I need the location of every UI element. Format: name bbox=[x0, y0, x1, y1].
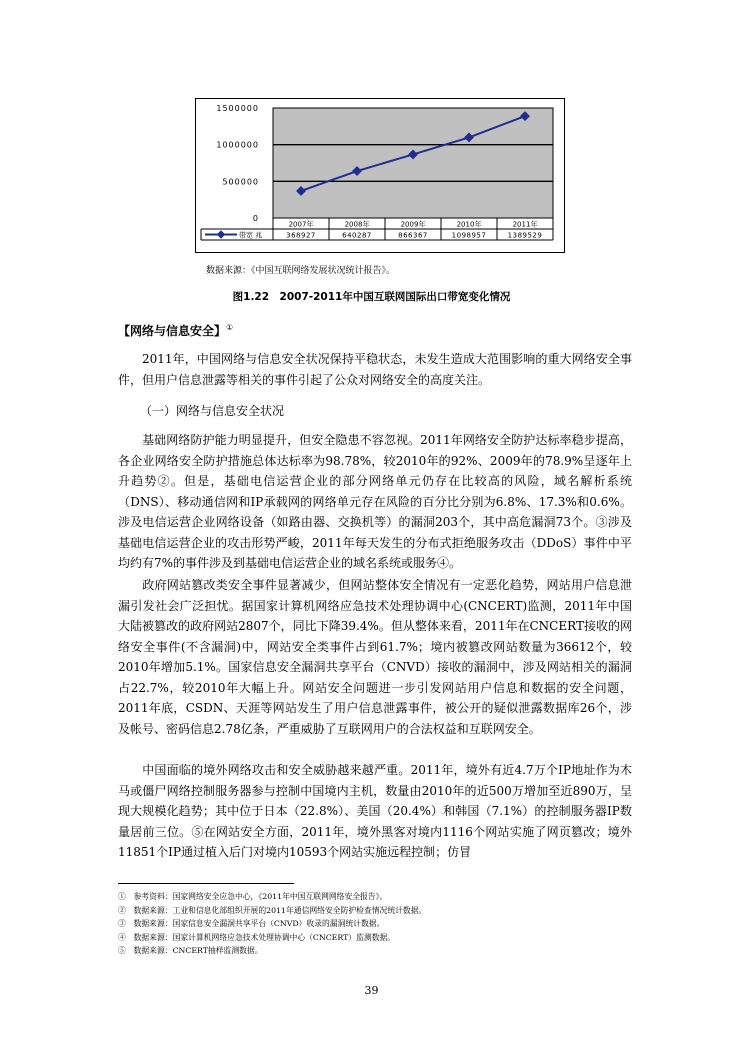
data-label: 866367 bbox=[398, 231, 428, 240]
footnote-item: ② 数据来源：工业和信息化部组织开展的2011年通信网络安全防护检查情况统计数据。 bbox=[118, 905, 427, 915]
section-footnote-ref: ① bbox=[226, 323, 234, 332]
chart-source: 数据来源：《中国互联网络发展状况统计报告》。 bbox=[206, 266, 396, 276]
data-label: 1098957 bbox=[451, 231, 487, 240]
paragraph-intro bbox=[118, 349, 632, 390]
x-tick-label: 2009年 bbox=[400, 220, 426, 229]
y-tick-label: 500000 bbox=[222, 177, 259, 187]
y-tick-label: 0 bbox=[252, 214, 259, 223]
paragraph-text: 政府网站篡改类安全事件显著减少，但网站整体安全情况有一定恶化趋势，网站用户信息泄漏引发社会广泛担忧。据国家计算机网络应急技术处理协调中心(CNCERT)监测，2011年中国大陆被篡改的政府网站2807个，同比下降39.4%。但从整体来看，2011年在CNCERT接收的网络安全事件(不含漏洞)中，网站安全类事件占到61.7%；境内被篡改网站数量为36612个，较2010年增加5.1%。国家信息安全漏洞共享平台（CNVD）接收的漏洞中，涉及网站相关的漏洞占22.7%，较2010年大幅上升。网站安全问题进一步引发网站用户信息和数据的安全问题，2011年底，CSDN、天涯等网站发生了用户信息泄露事件，被公开的疑似泄露数据库26个，涉及帐号、密码信息2.78亿条，严重威胁了互联网用户的合法权益和互联网安全。 bbox=[118, 578, 632, 736]
x-tick-label: 2007年 bbox=[288, 220, 314, 229]
paragraph-foreign-attacks bbox=[118, 760, 632, 863]
footnotes bbox=[118, 890, 426, 958]
data-label: 1389529 bbox=[507, 231, 543, 240]
legend-label: 带宽 兆 bbox=[239, 231, 263, 240]
section-title-text: 【网络与信息安全】 bbox=[118, 324, 227, 338]
paragraph-text: 2011年，中国网络与信息安全状况保持平稳状态，未发生造成大范围影响的重大网络安全事件，但用户信息泄露等相关的事件引起了公众对网络安全的高度关注。 bbox=[118, 352, 632, 387]
page-number: 39 bbox=[364, 984, 379, 997]
x-tick-label: 2011年 bbox=[512, 220, 538, 229]
footnote-item: ① 参考资料：国家网络安全应急中心，《2011年中国互联网网络安全报告》。 bbox=[118, 892, 388, 901]
footnote-divider bbox=[118, 883, 294, 884]
paragraph-text: 基础网络防护能力明显提升，但安全隐患不容忽视。2011年网络安全防护达标率稳步提高，各企业网络安全防护措施总体达标率为98.78%，较2010年的92%、2009年的78.9%呈逐年上升趋势②。但是，基础电信运营企业的部分网络单元仍存在比较高的风险，域名解析系统（DNS）、移动通信网和IP承载网的网络单元存在风险的百分比分别为6.8%、17.3%和0.6%。涉及电信运营企业网络设备（如路由器、交换机等）的漏洞203个，其中高危漏洞73个。③涉及基础电信运营企业的攻击形势严峻，2011年每天发生的分布式拒绝服务攻击（DDoS）事件中平均约有7%的事件涉及到基础电信运营企业的域名系统或服务④。 bbox=[118, 433, 632, 570]
y-tick-label: 1500000 bbox=[216, 104, 259, 113]
data-label: 640287 bbox=[342, 231, 372, 240]
footnote-item: ④ 数据来源：国家计算机网络应急技术处理协调中心（CNCERT）监测数据。 bbox=[118, 932, 396, 942]
x-tick-label: 2008年 bbox=[344, 220, 370, 229]
footnote-item: ③ 数据来源：国家信息安全漏洞共享平台（CNVD）收录的漏洞统计数据。 bbox=[118, 919, 385, 929]
x-tick-label: 2010年 bbox=[456, 220, 482, 229]
chart-svg bbox=[195, 98, 565, 253]
subsection-title: （一）网络与信息安全状况 bbox=[140, 404, 285, 418]
bandwidth-chart bbox=[195, 98, 565, 253]
section-title bbox=[118, 322, 233, 339]
plot-area bbox=[273, 108, 553, 218]
paragraph-websites bbox=[118, 575, 632, 739]
paragraph-text: 中国面临的境外网络攻击和安全威胁越来越严重。2011年，境外有近4.7万个IP地址作为木马或僵尸网络控制服务器参与控制中国境内主机，数量由2010年的近500万增加至近890万，呈现大规模化趋势；其中位于日本（22.8%）、美国（20.4%）和韩国（7.1%）的控制服务器IP数量居前三位。⑤在网站安全方面，2011年，境外黑客对境内1116个网站实施了网页篡改；境外11851个IP通过植入后门对境内10593个网站实施远程控制；仿冒 bbox=[118, 763, 632, 859]
figure-caption: 图1.22 2007-2011年中国互联网国际出口带宽变化情况 bbox=[232, 291, 511, 303]
y-tick-label: 1000000 bbox=[216, 140, 259, 150]
footnote-item: ⑤ 数据来源：CNCERT抽样监测数据。 bbox=[118, 946, 263, 956]
data-label: 368927 bbox=[286, 231, 316, 240]
paragraph-infrastructure bbox=[118, 430, 632, 574]
